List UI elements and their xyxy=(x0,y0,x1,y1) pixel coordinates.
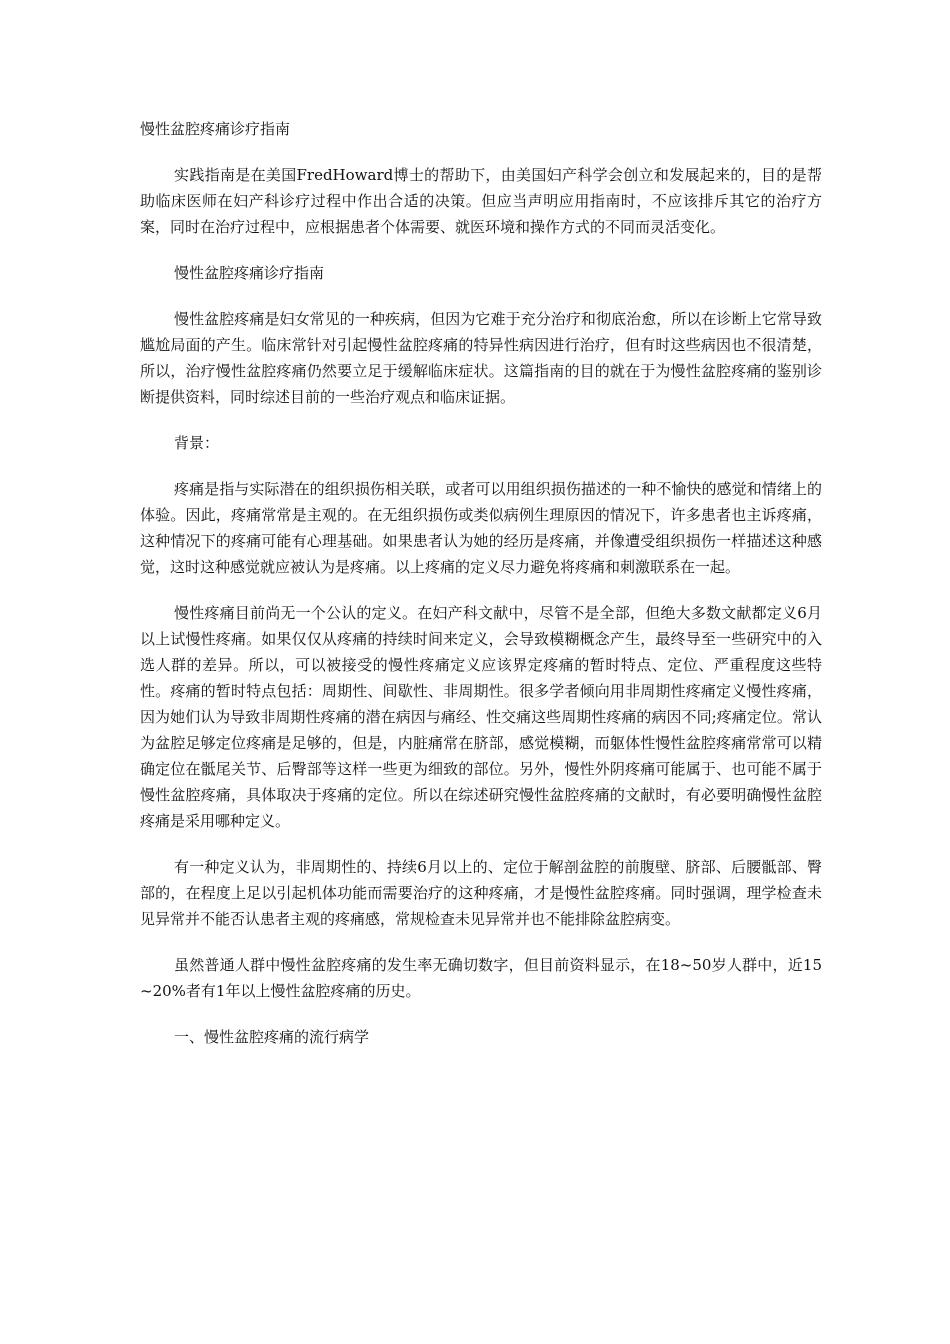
document-title: 慢性盆腔疼痛诊疗指南 xyxy=(140,120,291,138)
summary-paragraph: 慢性盆腔疼痛是妇女常见的一种疾病，但因为它难于充分治疗和彻底治愈，所以在诊断上它常导致尴尬局面的产生。临床常针对引起慢性盆腔疼痛的特异性病因进行治疗，但有时这些病因也不很清楚，所以，治疗慢性盆腔疼痛仍然要立足于缓解临床症状。这篇指南的目的就在于为慢性盆腔疼痛的鉴别诊断提供资料，同时综述目前的一些治疗观点和临床证据。 xyxy=(140,310,822,406)
document-page xyxy=(140,116,822,1070)
epidemiology-section-heading: 一、慢性盆腔疼痛的流行病学 xyxy=(174,1028,370,1046)
pain-definition-paragraph: 疼痛是指与实际潜在的组织损伤相关联，或者可以用组织损伤描述的一种不愉快的感觉和情绪上的体验。因此，疼痛常常是主观的。在无组织损伤或类似病例生理原因的情况下，许多患者也主诉疼痛，这种情况下的疼痛可能有心理基础。如果患者认为她的经历是疼痛，并像遭受组织损伤一样描述这种感觉，这时这种感觉就应被认为是疼痛。以上疼痛的定义尽力避免将疼痛和刺激联系在一起。 xyxy=(140,480,822,576)
cpp-definition-paragraph: 有一种定义认为，非周期性的、持续6月以上的、定位于解剖盆腔的前腹壁、脐部、后腰骶部、臀部的，在程度上足以引起机体功能而需要治疗的这种疼痛，才是慢性盆腔疼痛。同时强调，理学检查未见异常并不能否认患者主观的疼痛感，常规检查未见异常并也不能排除盆腔病变。 xyxy=(140,858,822,928)
incidence-paragraph: 虽然普通人群中慢性盆腔疼痛的发生率无确切数字，但目前资料显示，在18~50岁人群中，近15~20%者有1年以上慢性盆腔疼痛的历史。 xyxy=(140,956,822,1000)
chronic-pain-definition-paragraph: 慢性疼痛目前尚无一个公认的定义。在妇产科文献中，尽管不是全部，但绝大多数文献都定义6月以上试慢性疼痛。如果仅仅从疼痛的持续时间来定义，会导致模糊概念产生，最终导至一些研究中的入选人群的差异。所以，可以被接受的慢性疼痛定义应该界定疼痛的暂时特点、定位、严重程度这些特性。疼痛的暂时特点包括：周期性、间歇性、非周期性。很多学者倾向用非周期性疼痛定义慢性疼痛，因为她们认为导致非周期性疼痛的潜在病因与痛经、性交痛这些周期性疼痛的病因不同;疼痛定位。常认为盆腔足够定位疼痛是足够的，但是，内脏痛常在脐部，感觉模糊，而躯体性慢性盆腔疼痛常常可以精确定位在骶尾关节、后臀部等这样一些更为细致的部位。另外，慢性外阴疼痛可能属于、也可能不属于慢性盆腔疼痛，具体取决于疼痛的定位。所以在综述研究慢性盆腔疼痛的文献时，有必要明确慢性盆腔疼痛是采用哪种定义。 xyxy=(140,604,822,830)
background-heading: 背景： xyxy=(174,434,220,452)
intro-paragraph: 实践指南是在美国FredHoward博士的帮助下，由美国妇产科学会创立和发展起来的，目的是帮助临床医师在妇产科诊疗过程中作出合适的决策。但应当声明应用指南时，不应该排斥其它的治疗方案，同时在治疗过程中，应根据患者个体需要、就医环境和操作方式的不同而灵活变化。 xyxy=(140,166,822,236)
guideline-subtitle: 慢性盆腔疼痛诊疗指南 xyxy=(174,264,325,282)
